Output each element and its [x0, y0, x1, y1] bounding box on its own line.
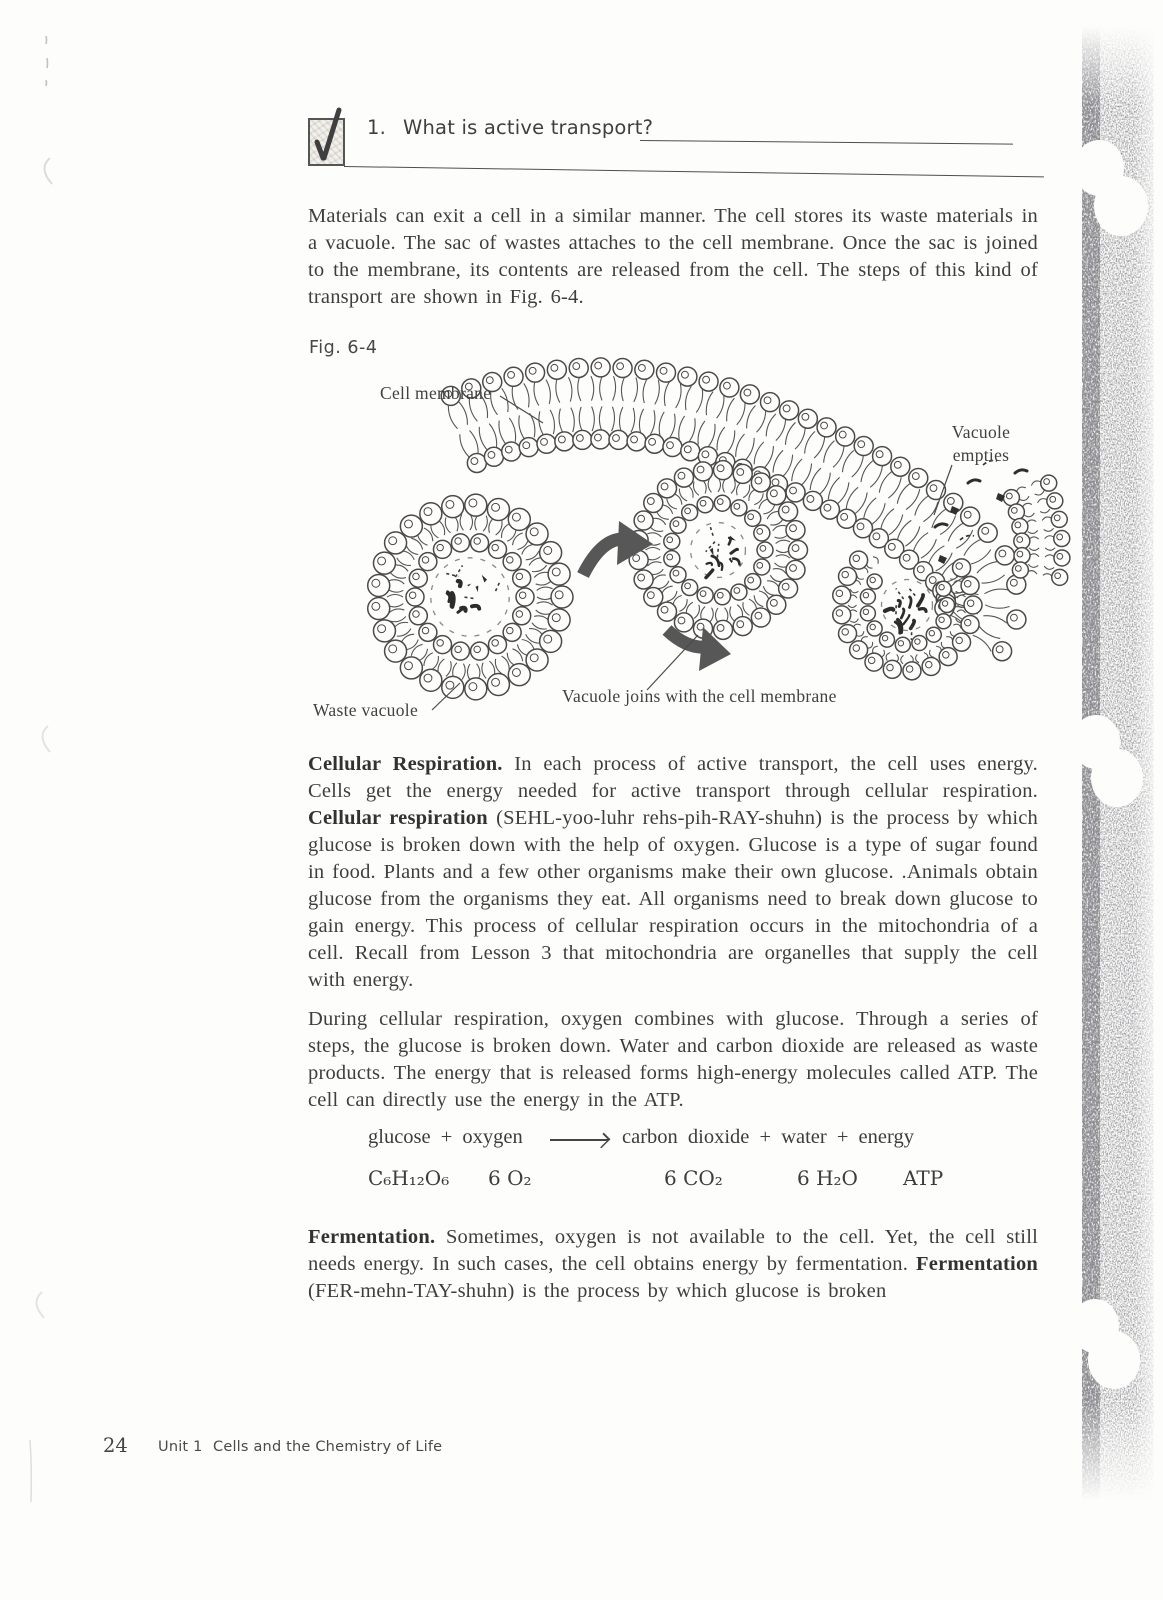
paragraph-cellular-respiration: [308, 751, 1038, 994]
figure-annotation-vacuole-empties: Vacuole empties: [951, 422, 1011, 465]
scan-artifacts: [0, 0, 120, 1560]
page-footer: [103, 1434, 603, 1464]
page-number: 24: [103, 1434, 128, 1457]
paragraph-cr-body-1: In each process of active transport, the cell uses energy. Cells get the energy needed for active transport through cellular respiration.: [308, 753, 1038, 802]
term-fermentation: Fermentation: [916, 1253, 1038, 1275]
figure-label: Fig. 6-4: [309, 338, 378, 358]
equation-rhs: carbon dioxide + water + energy: [622, 1126, 914, 1148]
answer-blank-line-2[interactable]: [344, 166, 1044, 177]
footer-unit: Unit 1: [158, 1439, 203, 1455]
paragraph-ferm-body-1: Sometimes, oxygen is not available to the cell. Yet, the cell still needs energy. In such cases, the cell obtains energy by fermentation.: [308, 1226, 1038, 1275]
paragraph-cr-body-2: (SEHL-yoo-luhr rehs-pih-RAY-shuhn) is the process by which glucose is broken down with the help of oxygen. Glucose is a type of sugar found in food. Plants and a few other organisms make their own glucose. .Animals obtain glucose from the organisms they eat. All organisms need to break down glucose to gain energy. This process of cellular respiration occurs in the mitochondria of a cell. Recall from Lesson 3 that mitochondria are organelles that supply the cell with energy.: [308, 807, 1038, 991]
formula-atp: ATP: [903, 1166, 944, 1190]
question-row: [367, 116, 653, 139]
heading-fermentation: Fermentation.: [308, 1226, 436, 1248]
answer-blank-line-1[interactable]: [640, 140, 1013, 145]
formula-water: 6 H₂O: [797, 1166, 858, 1190]
paragraph-intro: Materials can exit a cell in a similar manner. The cell stores its waste materials in a vacuole. The sac of wastes attaches to the cell membrane. Once the sac is joined to the membrane, its contents are released from the cell. The steps of this kind of transport are shown in Fig. 6-4.: [308, 205, 1038, 308]
paragraph-ferm-body-2: (FER-mehn-TAY-shuhn) is the process by which glucose is broken: [308, 1280, 887, 1302]
reaction-arrow-icon: [550, 1139, 608, 1141]
heading-cellular-respiration: Cellular Respiration.: [308, 753, 503, 775]
footer-book-title: Cells and the Chemistry of Life: [213, 1439, 443, 1455]
term-cellular-respiration: Cellular respiration: [308, 807, 488, 829]
figure-annotation-waste-vacuole: Waste vacuole: [313, 700, 419, 720]
figure-annotation-vacuole-joins: Vacuole joins with the cell membrane: [562, 686, 837, 706]
formula-oxygen: 6 O₂: [488, 1166, 532, 1190]
equation-lhs: glucose + oxygen: [368, 1126, 523, 1148]
question-text: What is active transport?: [403, 116, 654, 139]
checkmark-icon: [309, 104, 353, 170]
respiration-equation: [368, 1126, 1018, 1206]
question-number: 1.: [367, 116, 387, 139]
scan-gutter-shadow: [1082, 26, 1163, 1501]
paragraph-atp: During cellular respiration, oxygen combines with glucose. Through a series of steps, the glucose is broken down. Water and carbon dioxide are released as waste products. The energy that is released forms high-energy molecules called ATP. The cell can directly use the energy in the ATP.: [308, 1008, 1038, 1111]
paragraph-fermentation: [308, 1224, 1038, 1305]
formula-carbon-dioxide: 6 CO₂: [664, 1166, 723, 1190]
formula-glucose: C₆H₁₂O₆: [368, 1166, 450, 1190]
figure-annotation-cell-membrane: Cell membrane: [380, 383, 492, 403]
